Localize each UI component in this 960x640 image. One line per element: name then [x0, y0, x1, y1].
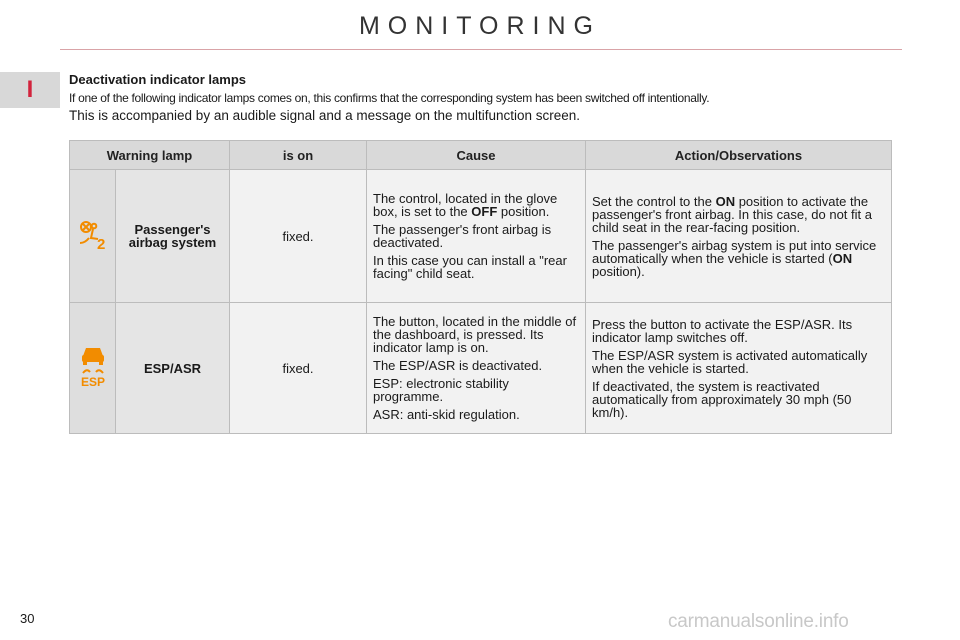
lamp-icon-cell: [70, 170, 116, 303]
action-text: Set the control to the ON position to activate the passenger's front airbag. In this case, do not fit a child seat in the rear-facing position.: [592, 193, 872, 235]
cause-text: The passenger's front airbag is deactivated.: [373, 222, 552, 250]
header-divider: [60, 49, 902, 50]
lamp-name: Passenger's airbag system: [116, 170, 230, 303]
intro-paragraph: If one of the following indicator lamps comes on, this confirms that the corresponding system has been switched off intentionally.: [69, 91, 710, 105]
action-text: Press the button to activate the ESP/ASR. Its indicator lamp switches off.: [592, 316, 853, 345]
page-title: MONITORING: [358, 12, 602, 40]
action-text: The passenger's airbag system is put into service automatically when the vehicle is started (ON position).: [592, 237, 877, 279]
esp-off-icon: [78, 345, 108, 389]
cause-cell: [367, 303, 586, 434]
section-heading: Deactivation indicator lamps: [69, 72, 246, 87]
cause-text: In this case you can install a "rear facing" child seat.: [373, 253, 567, 281]
column-header-cause: Cause: [367, 141, 586, 170]
lamp-state: fixed.: [230, 170, 367, 303]
action-text: The ESP/ASR system is activated automatically when the vehicle is started.: [592, 347, 868, 376]
page-number: 30: [20, 611, 35, 626]
watermark: carmanualsonline.info: [668, 611, 849, 632]
column-header-warning-lamp: Warning lamp: [70, 141, 230, 170]
lamp-icon-cell: [70, 303, 116, 434]
lamp-name: ESP/ASR: [116, 303, 230, 434]
esp-icon-label: ESP: [80, 374, 105, 389]
cause-cell: [367, 170, 586, 303]
cause-text: ESP: electronic stability programme.: [373, 376, 509, 404]
column-header-action: Action/Observations: [586, 141, 892, 170]
action-cell: [586, 303, 892, 434]
intro-paragraph-2: This is accompanied by an audible signal and a message on the multifunction screen.: [69, 108, 581, 123]
cause-text: The ESP/ASR is deactivated.: [373, 358, 543, 373]
cause-text: The button, located in the middle of the dashboard, is pressed. Its indicator lamp is on.: [373, 314, 577, 355]
airbag-off-icon: [77, 219, 109, 251]
action-text: If deactivated, the system is reactivated automatically from approximately 30 mph (50 km/h).: [592, 378, 852, 420]
cause-text: ASR: anti-skid regulation.: [373, 407, 520, 422]
indicator-lamp-table: [69, 140, 892, 434]
table-row: [70, 170, 892, 303]
action-cell: [586, 170, 892, 303]
chapter-tab: I: [0, 72, 60, 108]
cause-text: The control, located in the glove box, is set to the OFF position.: [373, 191, 558, 219]
lamp-state: fixed.: [230, 303, 367, 434]
column-header-is-on: is on: [230, 141, 367, 170]
table-header-row: [70, 141, 892, 170]
airbag-icon-number: 2: [96, 235, 105, 251]
table-row: [70, 303, 892, 434]
